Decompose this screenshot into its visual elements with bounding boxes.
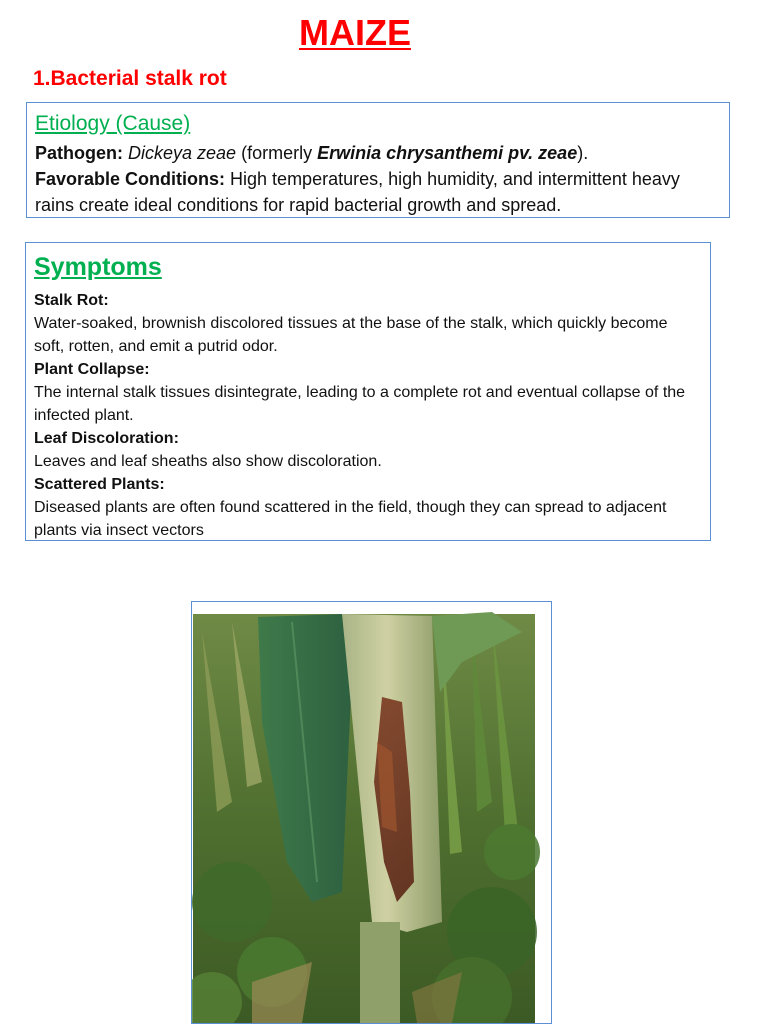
pathogen-line bbox=[35, 140, 721, 166]
conditions-label: Favorable Conditions: bbox=[35, 169, 226, 189]
formerly-name: Erwinia chrysanthemi pv. zeae bbox=[317, 143, 578, 163]
symptom-label: Stalk Rot: bbox=[34, 292, 109, 309]
pathogen-label: Pathogen: bbox=[35, 143, 123, 163]
formerly-close: ). bbox=[577, 143, 589, 163]
conditions-line bbox=[35, 166, 721, 218]
stalk-rot-photo bbox=[191, 601, 552, 1024]
symptom-label: Scattered Plants: bbox=[34, 476, 165, 493]
symptom-text: Water-soaked, brownish discolored tissues at the base of the stalk, which quickly become soft, rotten, and emit a putrid odor. bbox=[34, 315, 668, 355]
symptom-label: Leaf Discoloration: bbox=[34, 430, 179, 447]
symptom-text: Leaves and leaf sheaths also show discoloration. bbox=[34, 453, 382, 470]
formerly-open: (formerly bbox=[241, 143, 318, 163]
conditions-text: High temperatures, high humidity, and intermittent heavy rains create ideal conditions for rapid bacterial growth and spread. bbox=[35, 169, 680, 215]
etiology-box bbox=[26, 102, 730, 218]
page-title: MAIZE bbox=[299, 12, 411, 53]
symptoms-box bbox=[25, 242, 711, 541]
pathogen-name: Dickeya zeae bbox=[128, 143, 237, 163]
symptom-label: Plant Collapse: bbox=[34, 361, 150, 378]
symptom-text: Diseased plants are often found scattered in the field, though they can spread to adjacent plants via insect vectors bbox=[34, 499, 667, 539]
disease-subtitle: 1.Bacterial stalk rot bbox=[33, 67, 227, 90]
symptom-text: The internal stalk tissues disintegrate, leading to a complete rot and eventual collapse of the infected plant. bbox=[34, 384, 686, 424]
symptoms-heading: Symptoms bbox=[34, 253, 162, 281]
etiology-heading: Etiology (Cause) bbox=[35, 112, 191, 135]
maize-stalk-rot-illustration bbox=[192, 602, 551, 1023]
